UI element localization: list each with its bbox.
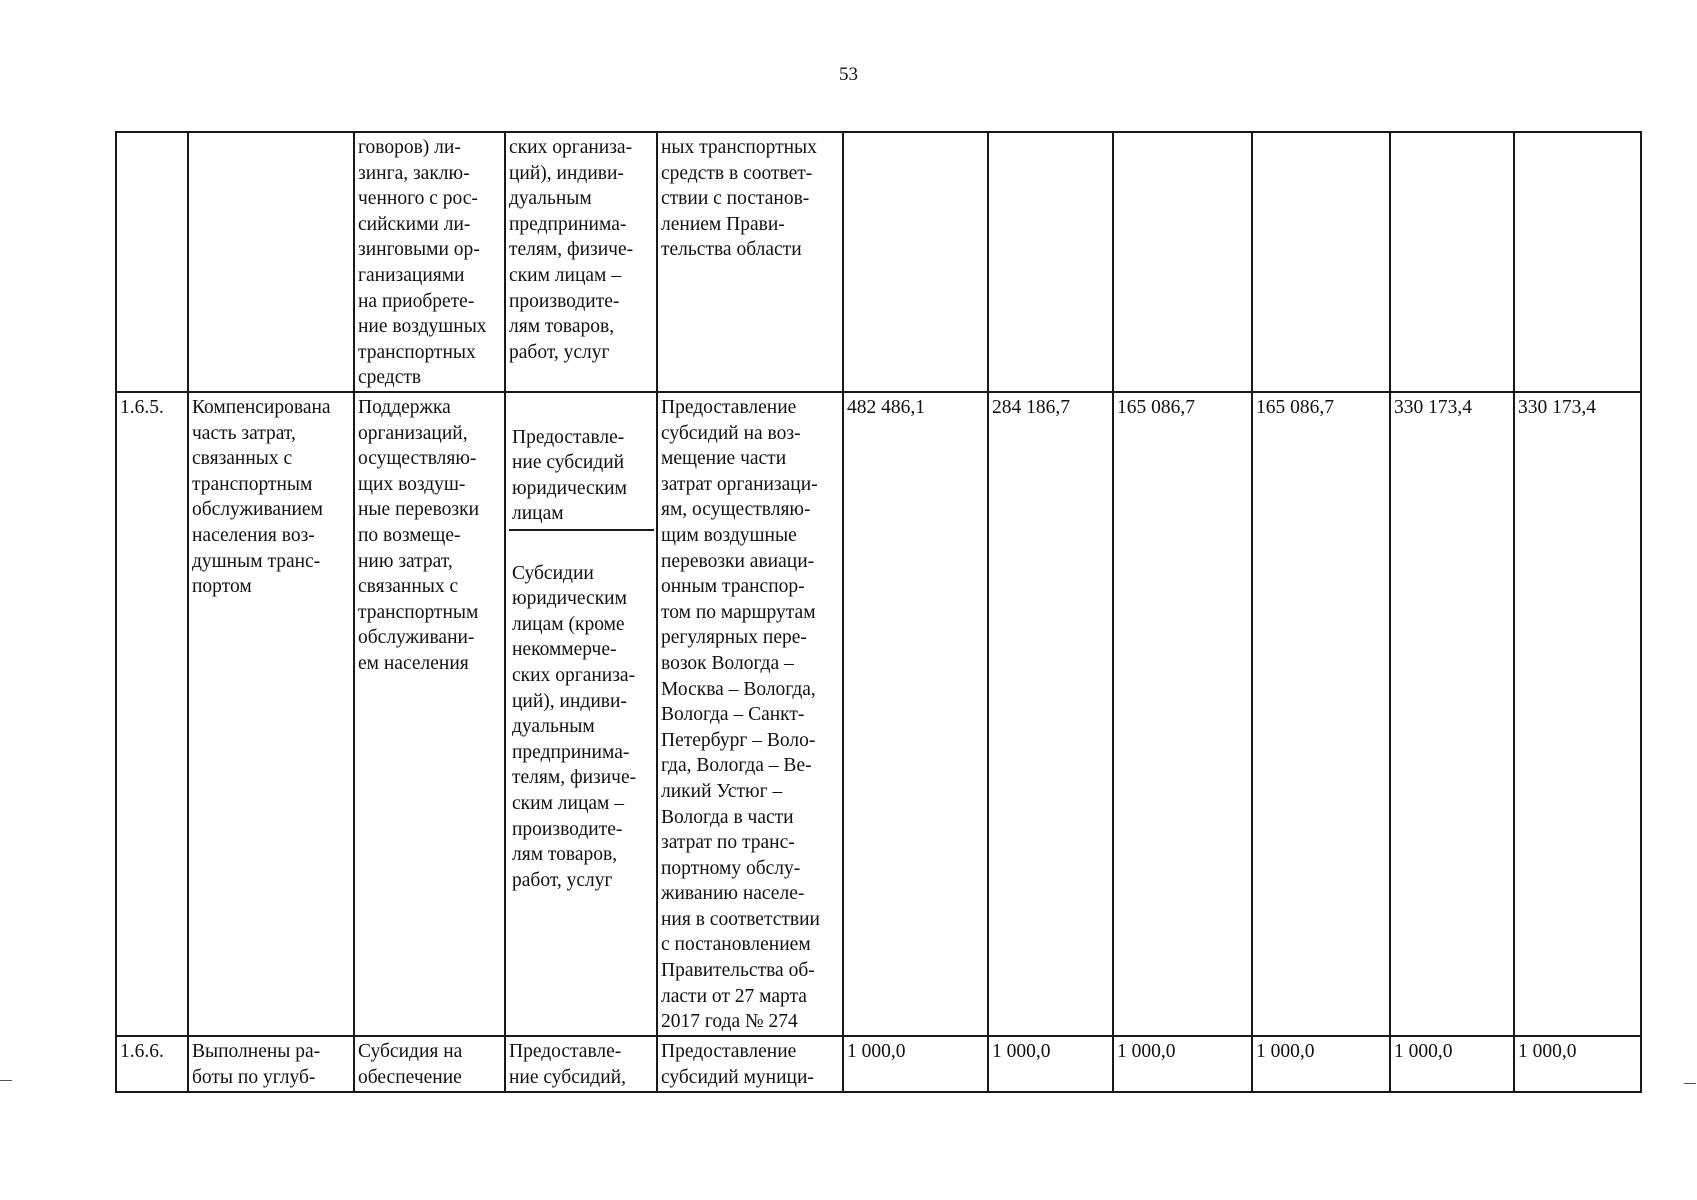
amount-cell: 165 086,7: [1252, 392, 1390, 1036]
amount-cell: 1 000,0: [988, 1036, 1113, 1092]
description-cell: Предоставление субсидий муници-: [657, 1036, 843, 1092]
direction-subcell: Предоставле- ние субсидий юридическим лицам: [509, 421, 654, 531]
amount-cell: [1390, 132, 1514, 392]
amount-cell: [1113, 132, 1252, 392]
row-number-cell: 1.6.6.: [116, 1036, 188, 1092]
table-row: [116, 1036, 1641, 1092]
direction-cell: Предоставле- ние субсидий,: [505, 1036, 657, 1092]
measure-cell: Субсидия на обеспечение: [354, 1036, 505, 1092]
page-number: 53: [839, 64, 858, 85]
result-cell: Компенсирована часть затрат, связанных с транспортным обслуживанием населения воз- душным транс- портом: [188, 392, 354, 1036]
amount-cell: [1514, 132, 1641, 392]
amount-cell: [1252, 132, 1390, 392]
amount-cell: 330 173,4: [1390, 392, 1514, 1036]
amount-cell: 1 000,0: [843, 1036, 988, 1092]
description-cell: Предоставление субсидий на воз- мещение части затрат организаци- ям, осуществляю- щим воздушные перевозки авиаци- онным транспор- том по маршрутам регулярных пере- возок Вологда – Москва – Вологда, Вологда – Санкт- Петербург – Воло- гда, Вологда – Ве- ликий Устюг – Вологда в части затрат по транс- портному обслу- живанию населе- ния в соответствии с постановлением Правительства об- ласти от 27 марта 2017 года № 274: [657, 392, 843, 1036]
amount-cell: 1 000,0: [1390, 1036, 1514, 1092]
result-cell: [188, 132, 354, 392]
amount-cell: 284 186,7: [988, 392, 1113, 1036]
amount-cell: 1 000,0: [1252, 1036, 1390, 1092]
description-cell: ных транспортных средств в соответ- ствии с постанов- лением Прави- тельства области: [657, 132, 843, 392]
scan-edge-mark: [1684, 1083, 1696, 1084]
direction-cell: ских организа- ций), индиви- дуальным предпринима- телям, физиче- ским лицам – производите- лям товаров, работ, услуг: [505, 132, 657, 392]
amount-cell: 330 173,4: [1514, 392, 1641, 1036]
measure-cell: Поддержка организаций, осуществляю- щих воздуш- ные перевозки по возмеще- нию затрат, связанных с транспортным обслуживани- ем населения: [354, 392, 505, 1036]
scan-edge-mark: [0, 1080, 12, 1081]
amount-cell: 1 000,0: [1514, 1036, 1641, 1092]
row-number-cell: 1.6.5.: [116, 392, 188, 1036]
amount-cell: 482 486,1: [843, 392, 988, 1036]
result-cell: Выполнены ра- боты по углуб-: [188, 1036, 354, 1092]
measure-cell: говоров) ли- зинга, заклю- ченного с рос- сийскими ли- зинговыми ор- ганизациями на приобрете- ние воздушных транспортных средств: [354, 132, 505, 392]
direction-cell: [505, 392, 657, 1036]
table-row: [116, 132, 1641, 392]
row-number-cell: [116, 132, 188, 392]
amount-cell: 165 086,7: [1113, 392, 1252, 1036]
table-row: [116, 392, 1641, 1036]
direction-subcell: Субсидии юридическим лицам (кроме некоммерче- ских организа- ций), индиви- дуальным предпринима- телям, физиче- ским лицам – производите- лям товаров, работ, услуг: [512, 562, 637, 891]
amount-cell: [988, 132, 1113, 392]
amount-cell: 1 000,0: [1113, 1036, 1252, 1092]
amount-cell: [843, 132, 988, 392]
program-table: [115, 131, 1642, 1093]
